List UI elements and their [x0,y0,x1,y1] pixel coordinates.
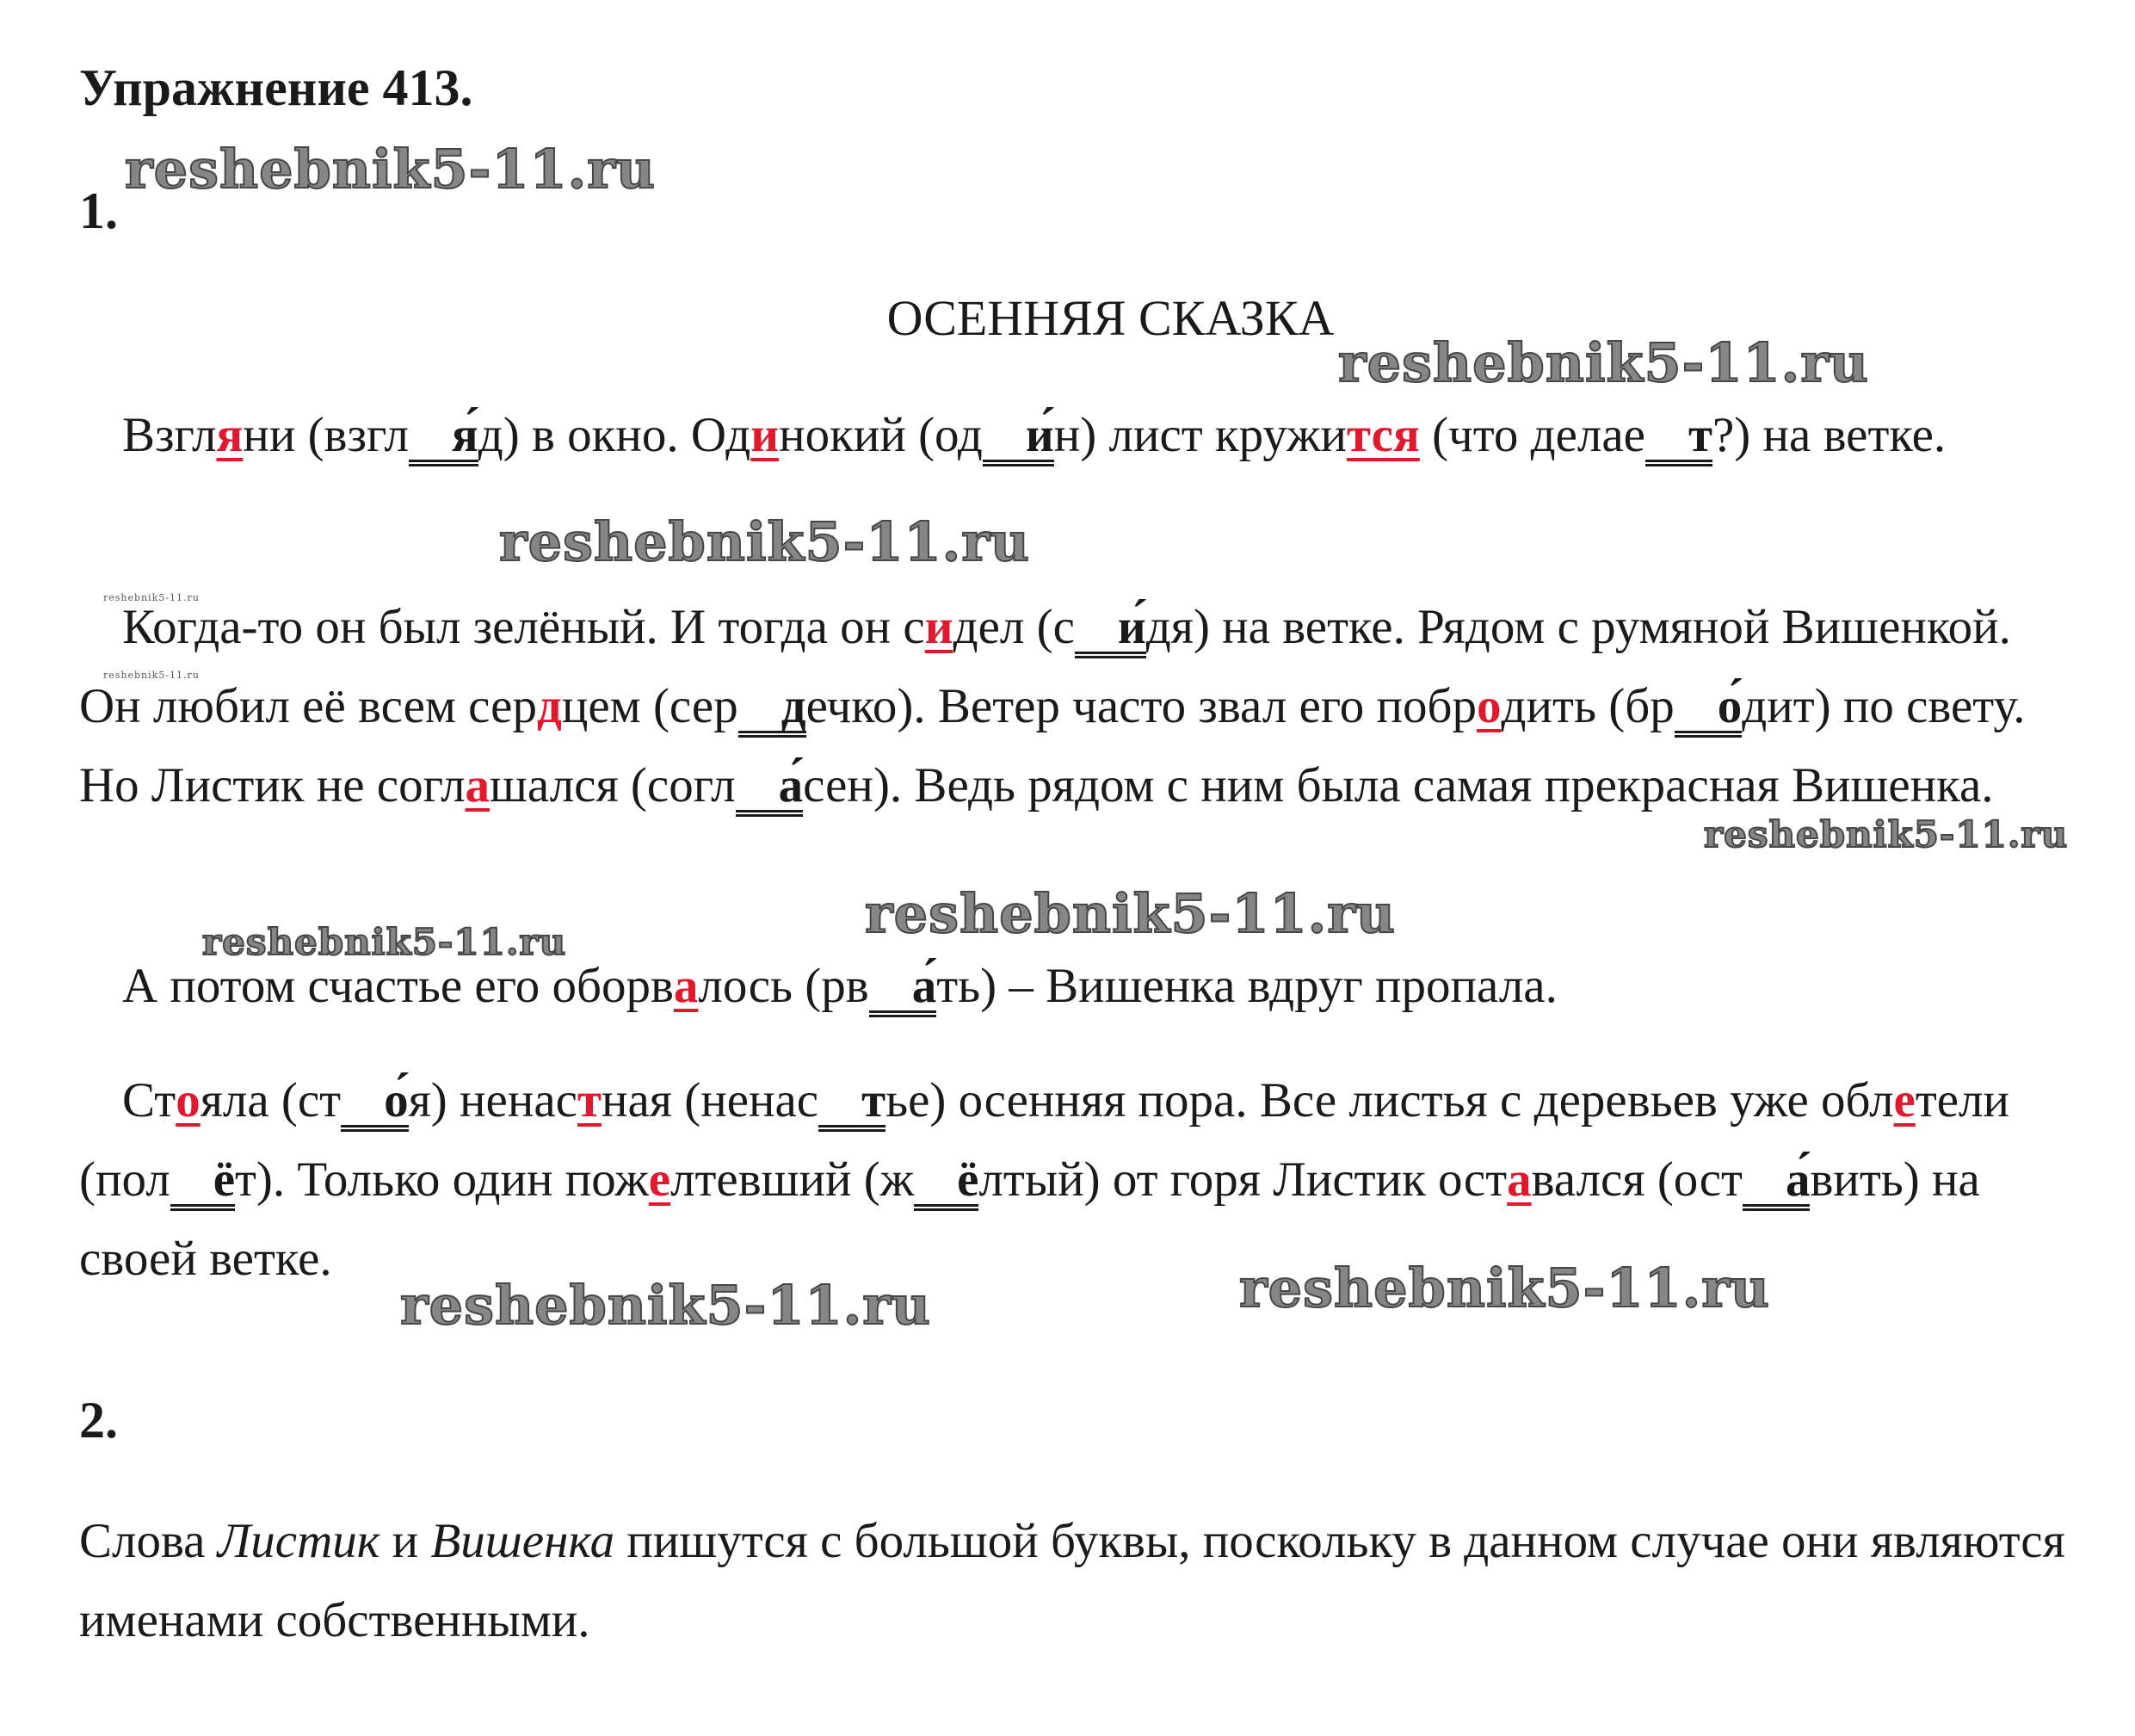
exercise-heading: Упражнение 413. [79,59,473,116]
part-2-number: 2. [79,1392,118,1449]
story-paragraph-4: Стояла (ст о́я) ненастная (ненас тье) осенняя пора. Все листья с деревьев уже облетели (пол ёт). Только один пожелтевший (ж ёлтый) от горя Листик оставался (ост а́вить) на своей ветке. [79,1073,2010,1286]
watermark: reshebnik5-11.ru [1239,1257,1770,1319]
watermark: reshebnik5-11.ru [499,510,1030,573]
watermark: reshebnik5-11.ru [202,921,567,963]
watermark: reshebnik5-11.ru [103,592,200,603]
story-paragraph-1: Взгляни (взгл я́д) в окно. Одинокий (од и́н) лист кружится (что делае т?) на ветке. [79,396,2084,475]
story-title: ОСЕННЯЯ СКАЗКА [886,290,1335,346]
part-1-number: 1. [79,182,118,239]
watermark: reshebnik5-11.ru [1704,813,2069,856]
watermark: reshebnik5-11.ru [103,670,200,681]
watermark: reshebnik5-11.ru [125,138,656,201]
watermark: reshebnik5-11.ru [400,1274,931,1337]
story-paragraph-3: А потом счастье его оборвалось (рв а́ть) – Вишенка вдруг пропала. [79,947,2084,1026]
answer-paragraph: Слова Листик и Вишенка пишутся с большой буквы, поскольку в данном случае они являются именами собственными. [79,1514,2065,1647]
watermark: reshebnik5-11.ru [865,882,1396,945]
story-paragraph-2: Когда-то он был зелёный. И тогда он сидел (с и́дя) на ветке. Рядом с румяной Вишенкой. Он любил её всем сердцем (сер дечко). Ветер часто звал его побродить (бр о́дит) по свету. Но Листик не соглашался (согл а́сен). Ведь рядом с ним была самая прекрасная Вишенка. [79,588,2084,825]
watermark: reshebnik5-11.ru [1338,331,1869,394]
